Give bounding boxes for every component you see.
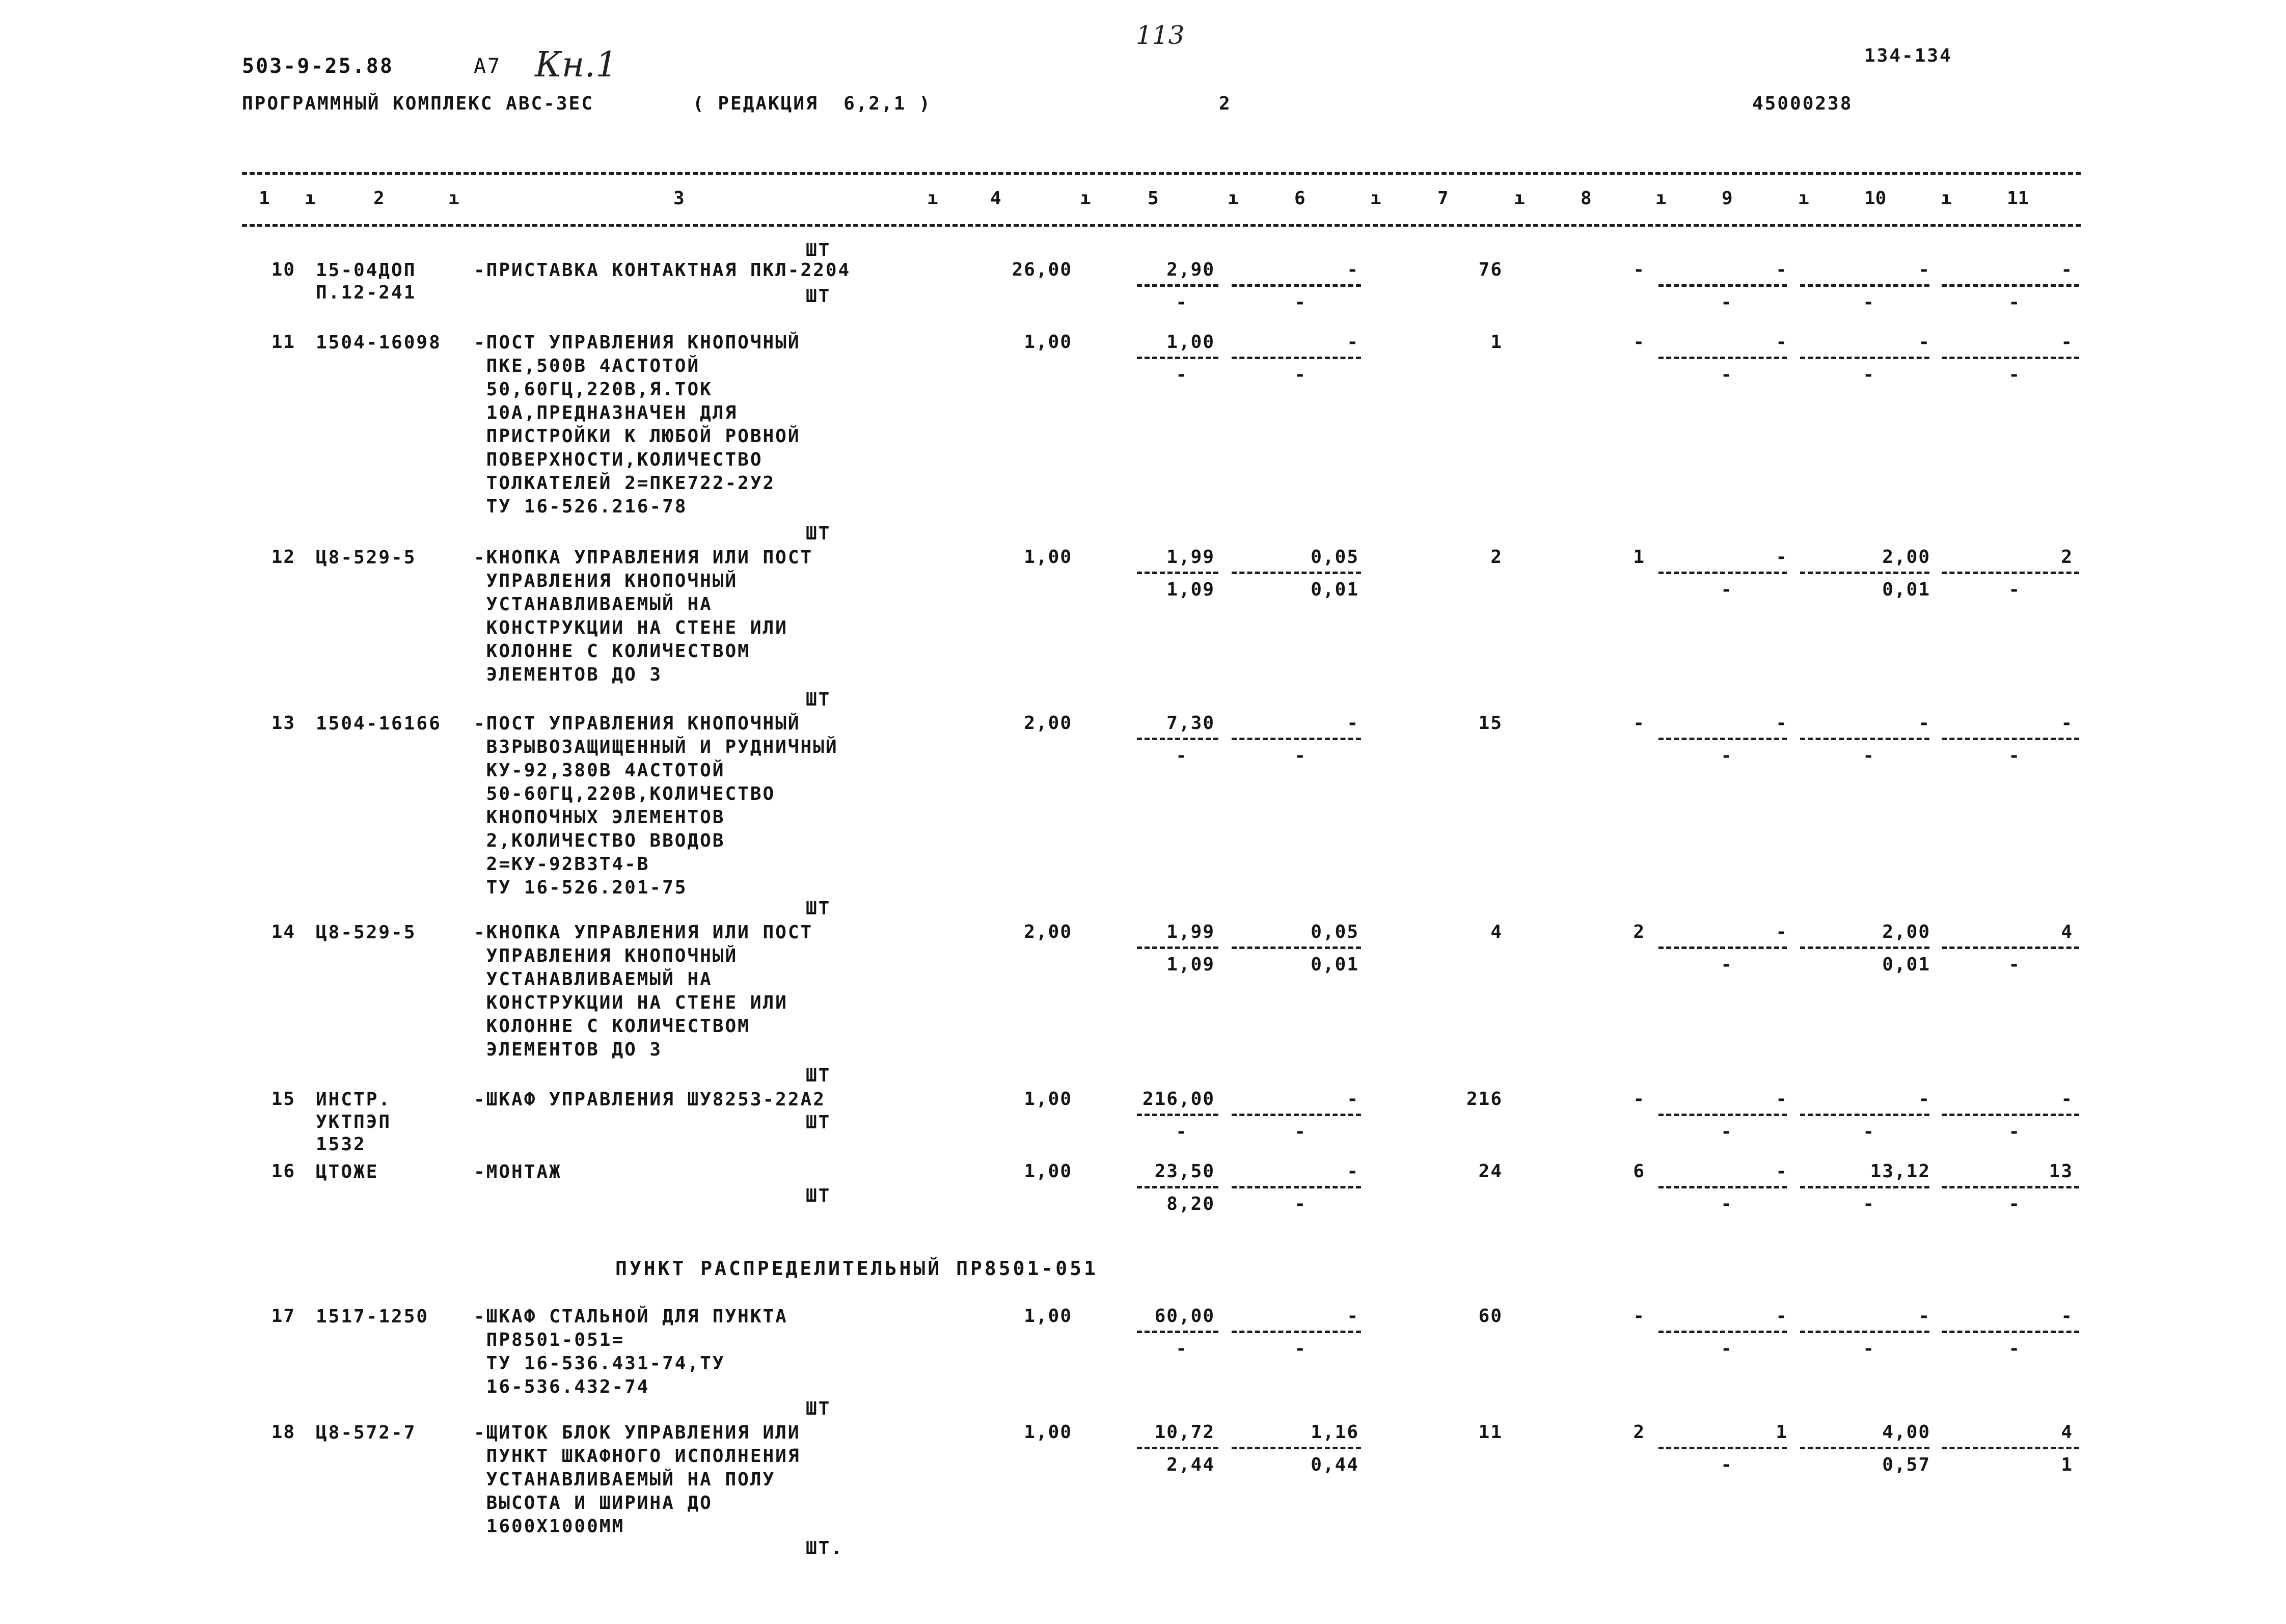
row-description: КОЛОННЕ С КОЛИЧЕСТВОМ <box>474 1016 750 1037</box>
table-header-rule <box>242 224 2081 227</box>
cell-underline <box>1800 357 1929 359</box>
cell-c10: 2,00 <box>1882 547 1930 567</box>
col-header-4: 4 <box>990 188 1001 209</box>
row-description: УПРАВЛЕНИЯ КНОПОЧНЫЙ <box>474 571 738 591</box>
cell-c10: 4,00 <box>1882 1422 1930 1443</box>
cell-c6: - <box>1347 1089 1359 1109</box>
cell-underline <box>1800 572 1929 574</box>
col-header-9: 9 <box>1722 188 1733 209</box>
cell-c7: 76 <box>1478 259 1503 280</box>
edition: ( РЕДАКЦИЯ 6,2,1 ) <box>693 93 932 114</box>
cell-c5: 2,90 <box>1166 259 1215 280</box>
cell-underline <box>1800 738 1929 740</box>
cell-underline <box>1232 946 1361 949</box>
row-number: 18 <box>271 1422 295 1443</box>
cell-c5-second: - <box>1176 1338 1188 1359</box>
row-description: 2=КУ-92В3Т4-В <box>474 854 650 875</box>
cell-c5: 1,00 <box>1166 332 1215 353</box>
book-mark: Кн.1 <box>535 45 618 85</box>
cell-c6: 1,16 <box>1311 1422 1359 1443</box>
row-description: ПРИСТРОЙКИ К ЛЮБОЙ РОВНОЙ <box>474 426 801 447</box>
cell-c7: 24 <box>1478 1161 1503 1182</box>
cell-c6-second: 0,01 <box>1311 954 1359 975</box>
cell-c5: 1,99 <box>1166 547 1215 567</box>
cell-c8: - <box>1633 713 1645 734</box>
cell-c7: 11 <box>1478 1422 1503 1443</box>
row-code: Ц8-529-5 <box>316 547 417 568</box>
cell-c8: 2 <box>1633 1422 1645 1443</box>
col-separator: ı <box>1514 188 1525 209</box>
cell-c11: 4 <box>2061 922 2073 942</box>
cell-c6: - <box>1347 1306 1359 1327</box>
cell-c9: 1 <box>1776 1422 1788 1443</box>
unit-label: ШТ <box>806 898 831 919</box>
cell-c6: - <box>1347 332 1359 353</box>
cell-c11: - <box>2061 1089 2073 1109</box>
cell-c4: 1,00 <box>1024 1089 1072 1109</box>
cell-c10-second: - <box>1863 1338 1875 1359</box>
unit-label: ШТ <box>806 286 831 307</box>
cell-underline <box>1942 284 2079 287</box>
cell-c10-second: - <box>1863 364 1875 385</box>
cell-underline <box>1658 357 1787 359</box>
unit-label: ШТ <box>806 1398 831 1419</box>
row-number: 17 <box>271 1306 295 1327</box>
cell-underline <box>1942 1447 2079 1449</box>
row-description: ТУ 16-526.216-78 <box>474 496 688 517</box>
cell-c5-second: - <box>1176 364 1188 385</box>
unit-label: ШТ <box>806 523 831 544</box>
row-number: 11 <box>271 332 295 353</box>
cell-c10-second: - <box>1863 292 1875 313</box>
doc-code: 503-9-25.88 <box>242 55 394 78</box>
cell-c11-second: - <box>2008 1194 2021 1214</box>
cell-c7: 1 <box>1490 332 1503 353</box>
row-description: -МОНТАЖ <box>474 1161 562 1182</box>
cell-c8: 1 <box>1633 547 1645 567</box>
row-description: КНОПОЧНЫХ ЭЛЕМЕНТОВ <box>474 807 725 828</box>
row-number: 12 <box>271 547 295 567</box>
cell-c6: 0,05 <box>1311 547 1359 567</box>
cell-c5-second: 8,20 <box>1166 1194 1215 1214</box>
unit-label: ШТ <box>806 689 831 710</box>
cell-underline <box>1942 572 2079 574</box>
cell-underline <box>1800 946 1929 949</box>
cell-c6: - <box>1347 1161 1359 1182</box>
cell-c7: 4 <box>1490 922 1503 942</box>
cell-c9-second: - <box>1721 1338 1733 1359</box>
cell-underline <box>1232 572 1361 574</box>
row-description: КОНСТРУКЦИИ НА СТЕНЕ ИЛИ <box>474 617 788 638</box>
cell-underline <box>1658 738 1787 740</box>
row-description: -ПОСТ УПРАВЛЕНИЯ КНОПОЧНЫЙ <box>474 713 801 734</box>
row-code: 1517-1250 <box>316 1306 429 1327</box>
row-description: 2,КОЛИЧЕСТВО ВВОДОВ <box>474 830 725 851</box>
page-handwritten: 113 <box>1136 20 1185 50</box>
cell-c4: 1,00 <box>1024 547 1072 567</box>
cell-c11-second: - <box>2008 579 2021 600</box>
row-description: ПКЕ,500В 4АСТОТОЙ <box>474 356 700 376</box>
row-description: ПУНКТ ШКАФНОГО ИСПОЛНЕНИЯ <box>474 1446 801 1467</box>
cell-c9-second: - <box>1721 364 1733 385</box>
table-top-rule <box>242 172 2081 175</box>
cell-underline <box>1137 738 1218 740</box>
cell-c8: - <box>1633 259 1645 280</box>
cell-c10-second: - <box>1863 1121 1875 1142</box>
row-description: 1600Х1000ММ <box>474 1516 625 1537</box>
col-separator: ı <box>1228 188 1239 209</box>
row-code: ЦТОЖЕ <box>316 1161 379 1182</box>
row-description: ПОВЕРХНОСТИ,КОЛИЧЕСТВО <box>474 449 763 470</box>
cell-underline <box>1137 1186 1218 1188</box>
sheet-format: А7 <box>474 55 502 78</box>
cell-underline <box>1137 572 1218 574</box>
cell-c6-second: - <box>1294 1194 1307 1214</box>
cell-c5-second: - <box>1176 745 1188 766</box>
row-code: ИНСТР. <box>316 1089 392 1110</box>
cell-underline <box>1658 1331 1787 1333</box>
cell-c11-second: - <box>2008 364 2021 385</box>
row-description: 50-60ГЦ,220В,КОЛИЧЕСТВО <box>474 783 776 804</box>
cell-underline <box>1232 1114 1361 1116</box>
row-code: 1504-16098 <box>316 332 442 353</box>
sheet-code: 134-134 <box>1864 45 1952 66</box>
cell-c6: 0,05 <box>1311 922 1359 942</box>
row-number: 15 <box>271 1089 295 1109</box>
row-description: КОЛОННЕ С КОЛИЧЕСТВОМ <box>474 641 750 662</box>
row-code: УКТПЭП <box>316 1112 392 1132</box>
cell-c4: 26,00 <box>1012 259 1072 280</box>
cell-c7: 60 <box>1478 1306 1503 1327</box>
row-description: -ЩИТОК БЛОК УПРАВЛЕНИЯ ИЛИ <box>474 1422 801 1443</box>
cell-underline <box>1942 946 2079 949</box>
cell-c10: - <box>1918 259 1930 280</box>
cell-c11-second: - <box>2008 1121 2021 1142</box>
doc-number: 45000238 <box>1752 93 1853 114</box>
row-description: ТОЛКАТЕЛЕЙ 2=ПКЕ722-2У2 <box>474 473 776 494</box>
cell-c9-second: - <box>1721 579 1733 600</box>
row-description: ЭЛЕМЕНТОВ ДО 3 <box>474 1039 663 1060</box>
row-description: -ШКАФ УПРАВЛЕНИЯ ШУ8253-22А2 <box>474 1089 826 1110</box>
cell-c4: 2,00 <box>1024 713 1072 734</box>
col-header-7: 7 <box>1437 188 1449 209</box>
cell-c9-second: - <box>1721 1194 1733 1214</box>
cell-c8: 2 <box>1633 922 1645 942</box>
unit-label: ШТ. <box>806 1538 844 1559</box>
cell-c5: 10,72 <box>1154 1422 1215 1443</box>
cell-underline <box>1658 1186 1787 1188</box>
cell-c11: - <box>2061 332 2073 353</box>
cell-underline <box>1232 1447 1361 1449</box>
cell-underline <box>1942 1114 2079 1116</box>
cell-c5-second: - <box>1176 1121 1188 1142</box>
cell-underline <box>1942 1186 2079 1188</box>
row-number: 13 <box>271 713 295 734</box>
cell-c9: - <box>1776 547 1788 567</box>
col-header-8: 8 <box>1581 188 1592 209</box>
row-description: -КНОПКА УПРАВЛЕНИЯ ИЛИ ПОСТ <box>474 922 813 943</box>
row-description: ТУ 16-536.431-74,ТУ <box>474 1353 725 1374</box>
col-separator: ı <box>1370 188 1381 209</box>
cell-c4: 1,00 <box>1024 1306 1072 1327</box>
cell-underline <box>1800 1447 1929 1449</box>
col-header-6: 6 <box>1294 188 1305 209</box>
cell-c11: - <box>2061 259 2073 280</box>
cell-c11: - <box>2061 713 2073 734</box>
cell-underline <box>1232 284 1361 287</box>
cell-underline <box>1137 1114 1218 1116</box>
section-title: ПУНКТ РАСПРЕДЕЛИТЕЛЬНЫЙ ПР8501-051 <box>615 1257 1098 1280</box>
cell-c9-second: - <box>1721 745 1733 766</box>
cell-underline <box>1232 1186 1361 1188</box>
row-description: УСТАНАВЛИВАЕМЫЙ НА ПОЛУ <box>474 1469 776 1490</box>
cell-c7: 2 <box>1490 547 1503 567</box>
row-code: 1532 <box>316 1134 366 1155</box>
cell-c8: 6 <box>1633 1161 1645 1182</box>
cell-c9: - <box>1776 259 1788 280</box>
cell-c5-second: 2,44 <box>1166 1454 1215 1475</box>
cell-underline <box>1137 1331 1218 1333</box>
cell-c11: 4 <box>2061 1422 2073 1443</box>
cell-underline <box>1137 357 1218 359</box>
unit-label: ШТ <box>806 240 831 261</box>
col-separator: ı <box>1080 188 1091 209</box>
col-separator: ı <box>1941 188 1952 209</box>
row-description: 10А,ПРЕДНАЗНАЧЕН ДЛЯ <box>474 402 738 423</box>
cell-underline <box>1137 1447 1218 1449</box>
cell-c5: 60,00 <box>1154 1306 1215 1327</box>
cell-c9: - <box>1776 332 1788 353</box>
cell-c6: - <box>1347 259 1359 280</box>
cell-c6: - <box>1347 713 1359 734</box>
cell-c10-second: 0,01 <box>1882 954 1930 975</box>
row-number: 14 <box>271 922 295 942</box>
cell-c9-second: - <box>1721 1454 1733 1475</box>
col-header-11: 11 <box>2007 188 2029 209</box>
cell-c5-second: 1,09 <box>1166 579 1215 600</box>
row-description: ВЗРЫВОЗАЩИЩЕННЫЙ И РУДНИЧНЫЙ <box>474 737 838 757</box>
cell-c4: 1,00 <box>1024 1161 1072 1182</box>
page-number: 2 <box>1219 93 1232 114</box>
cell-c9-second: - <box>1721 1121 1733 1142</box>
col-separator: ı <box>448 188 459 209</box>
cell-c8: - <box>1633 332 1645 353</box>
col-header-5: 5 <box>1148 188 1159 209</box>
cell-underline <box>1800 1186 1929 1188</box>
cell-c5: 1,99 <box>1166 922 1215 942</box>
col-header-10: 10 <box>1864 188 1887 209</box>
cell-underline <box>1800 1114 1929 1116</box>
row-description: ТУ 16-526.201-75 <box>474 877 688 898</box>
cell-c7: 216 <box>1466 1089 1503 1109</box>
row-description: -КНОПКА УПРАВЛЕНИЯ ИЛИ ПОСТ <box>474 547 813 568</box>
cell-c8: - <box>1633 1306 1645 1327</box>
cell-underline <box>1658 1447 1787 1449</box>
cell-c5-second: - <box>1176 292 1188 313</box>
row-code: 15-04ДОП <box>316 260 417 281</box>
row-description: УСТАНАВЛИВАЕМЫЙ НА <box>474 594 713 615</box>
col-header-3: 3 <box>673 188 685 209</box>
cell-underline <box>1942 357 2079 359</box>
cell-c9-second: - <box>1721 292 1733 313</box>
cell-c7: 15 <box>1478 713 1503 734</box>
cell-c9: - <box>1776 1306 1788 1327</box>
cell-c11: 13 <box>2049 1161 2073 1182</box>
row-code: П.12-241 <box>316 282 417 303</box>
cell-c11-second: - <box>2008 745 2021 766</box>
unit-label: ШТ <box>806 1185 831 1206</box>
cell-c8: - <box>1633 1089 1645 1109</box>
cell-c5: 7,30 <box>1166 713 1215 734</box>
cell-c11-second: - <box>2008 954 2021 975</box>
cell-c9: - <box>1776 922 1788 942</box>
unit-label: ШТ <box>806 1065 831 1086</box>
cell-c6-second: - <box>1294 1121 1307 1142</box>
cell-underline <box>1942 1331 2079 1333</box>
row-code: Ц8-529-5 <box>316 922 417 943</box>
cell-underline <box>1658 1114 1787 1116</box>
row-description: 50,60ГЦ,220В,Я.ТОК <box>474 379 713 400</box>
cell-c10-second: - <box>1863 1194 1875 1214</box>
cell-underline <box>1137 284 1218 287</box>
col-separator: ı <box>305 188 316 209</box>
col-separator: ı <box>1798 188 1809 209</box>
unit-label: ШТ <box>806 1112 831 1133</box>
cell-c11: - <box>2061 1306 2073 1327</box>
cell-c11-second: - <box>2008 1338 2021 1359</box>
cell-underline <box>1800 284 1929 287</box>
cell-c10: - <box>1918 332 1930 353</box>
cell-underline <box>1658 284 1787 287</box>
program-name: ПРОГРАММНЫЙ КОМПЛЕКС АВС-3ЕС <box>242 93 594 114</box>
cell-c11-second: - <box>2008 292 2021 313</box>
col-separator: ı <box>1655 188 1667 209</box>
cell-c6-second: - <box>1294 292 1307 313</box>
cell-c9: - <box>1776 1161 1788 1182</box>
row-description: -ШКАФ СТАЛЬНОЙ ДЛЯ ПУНКТА <box>474 1306 788 1327</box>
cell-c4: 1,00 <box>1024 1422 1072 1443</box>
row-description: УПРАВЛЕНИЯ КНОПОЧНЫЙ <box>474 945 738 966</box>
row-description: КУ-92,380В 4АСТОТОЙ <box>474 760 725 781</box>
cell-c4: 1,00 <box>1024 332 1072 353</box>
row-description: УСТАНАВЛИВАЕМЫЙ НА <box>474 969 713 990</box>
cell-underline <box>1232 357 1361 359</box>
cell-underline <box>1658 572 1787 574</box>
cell-c6-second: 0,44 <box>1311 1454 1359 1475</box>
row-number: 10 <box>271 259 295 280</box>
cell-underline <box>1800 1331 1929 1333</box>
row-description: 16-536.432-74 <box>474 1376 650 1397</box>
cell-c11: 2 <box>2061 547 2073 567</box>
cell-c10-second: 0,57 <box>1882 1454 1930 1475</box>
cell-c11-second: 1 <box>2061 1454 2073 1475</box>
cell-underline <box>1658 946 1787 949</box>
row-description: ПР8501-051= <box>474 1330 625 1350</box>
cell-c5-second: 1,09 <box>1166 954 1215 975</box>
cell-c9: - <box>1776 713 1788 734</box>
cell-c10: - <box>1918 713 1930 734</box>
col-separator: ı <box>927 188 938 209</box>
row-description: ВЫСОТА И ШИРИНА ДО <box>474 1493 713 1513</box>
cell-c10: - <box>1918 1089 1930 1109</box>
col-header-2: 2 <box>373 188 385 209</box>
cell-c10-second: - <box>1863 745 1875 766</box>
row-code: 1504-16166 <box>316 713 442 734</box>
col-header-1: 1 <box>259 188 270 209</box>
row-description: ЭЛЕМЕНТОВ ДО 3 <box>474 664 663 685</box>
cell-underline <box>1137 946 1218 949</box>
cell-c10-second: 0,01 <box>1882 579 1930 600</box>
cell-c6-second: - <box>1294 1338 1307 1359</box>
cell-c5: 23,50 <box>1154 1161 1215 1182</box>
row-number: 16 <box>271 1161 295 1182</box>
row-code: Ц8-572-7 <box>316 1422 417 1443</box>
cell-c9: - <box>1776 1089 1788 1109</box>
cell-c6-second: 0,01 <box>1311 579 1359 600</box>
row-description: -ПРИСТАВКА КОНТАКТНАЯ ПКЛ-2204 <box>474 260 851 281</box>
cell-c4: 2,00 <box>1024 922 1072 942</box>
cell-c10: - <box>1918 1306 1930 1327</box>
cell-c10: 13,12 <box>1870 1161 1930 1182</box>
cell-c6-second: - <box>1294 745 1307 766</box>
cell-c6-second: - <box>1294 364 1307 385</box>
row-description: КОНСТРУКЦИИ НА СТЕНЕ ИЛИ <box>474 992 788 1013</box>
cell-underline <box>1232 738 1361 740</box>
cell-underline <box>1942 738 2079 740</box>
row-description: -ПОСТ УПРАВЛЕНИЯ КНОПОЧНЫЙ <box>474 332 801 353</box>
cell-c10: 2,00 <box>1882 922 1930 942</box>
cell-c5: 216,00 <box>1142 1089 1215 1109</box>
cell-underline <box>1232 1331 1361 1333</box>
cell-c9-second: - <box>1721 954 1733 975</box>
